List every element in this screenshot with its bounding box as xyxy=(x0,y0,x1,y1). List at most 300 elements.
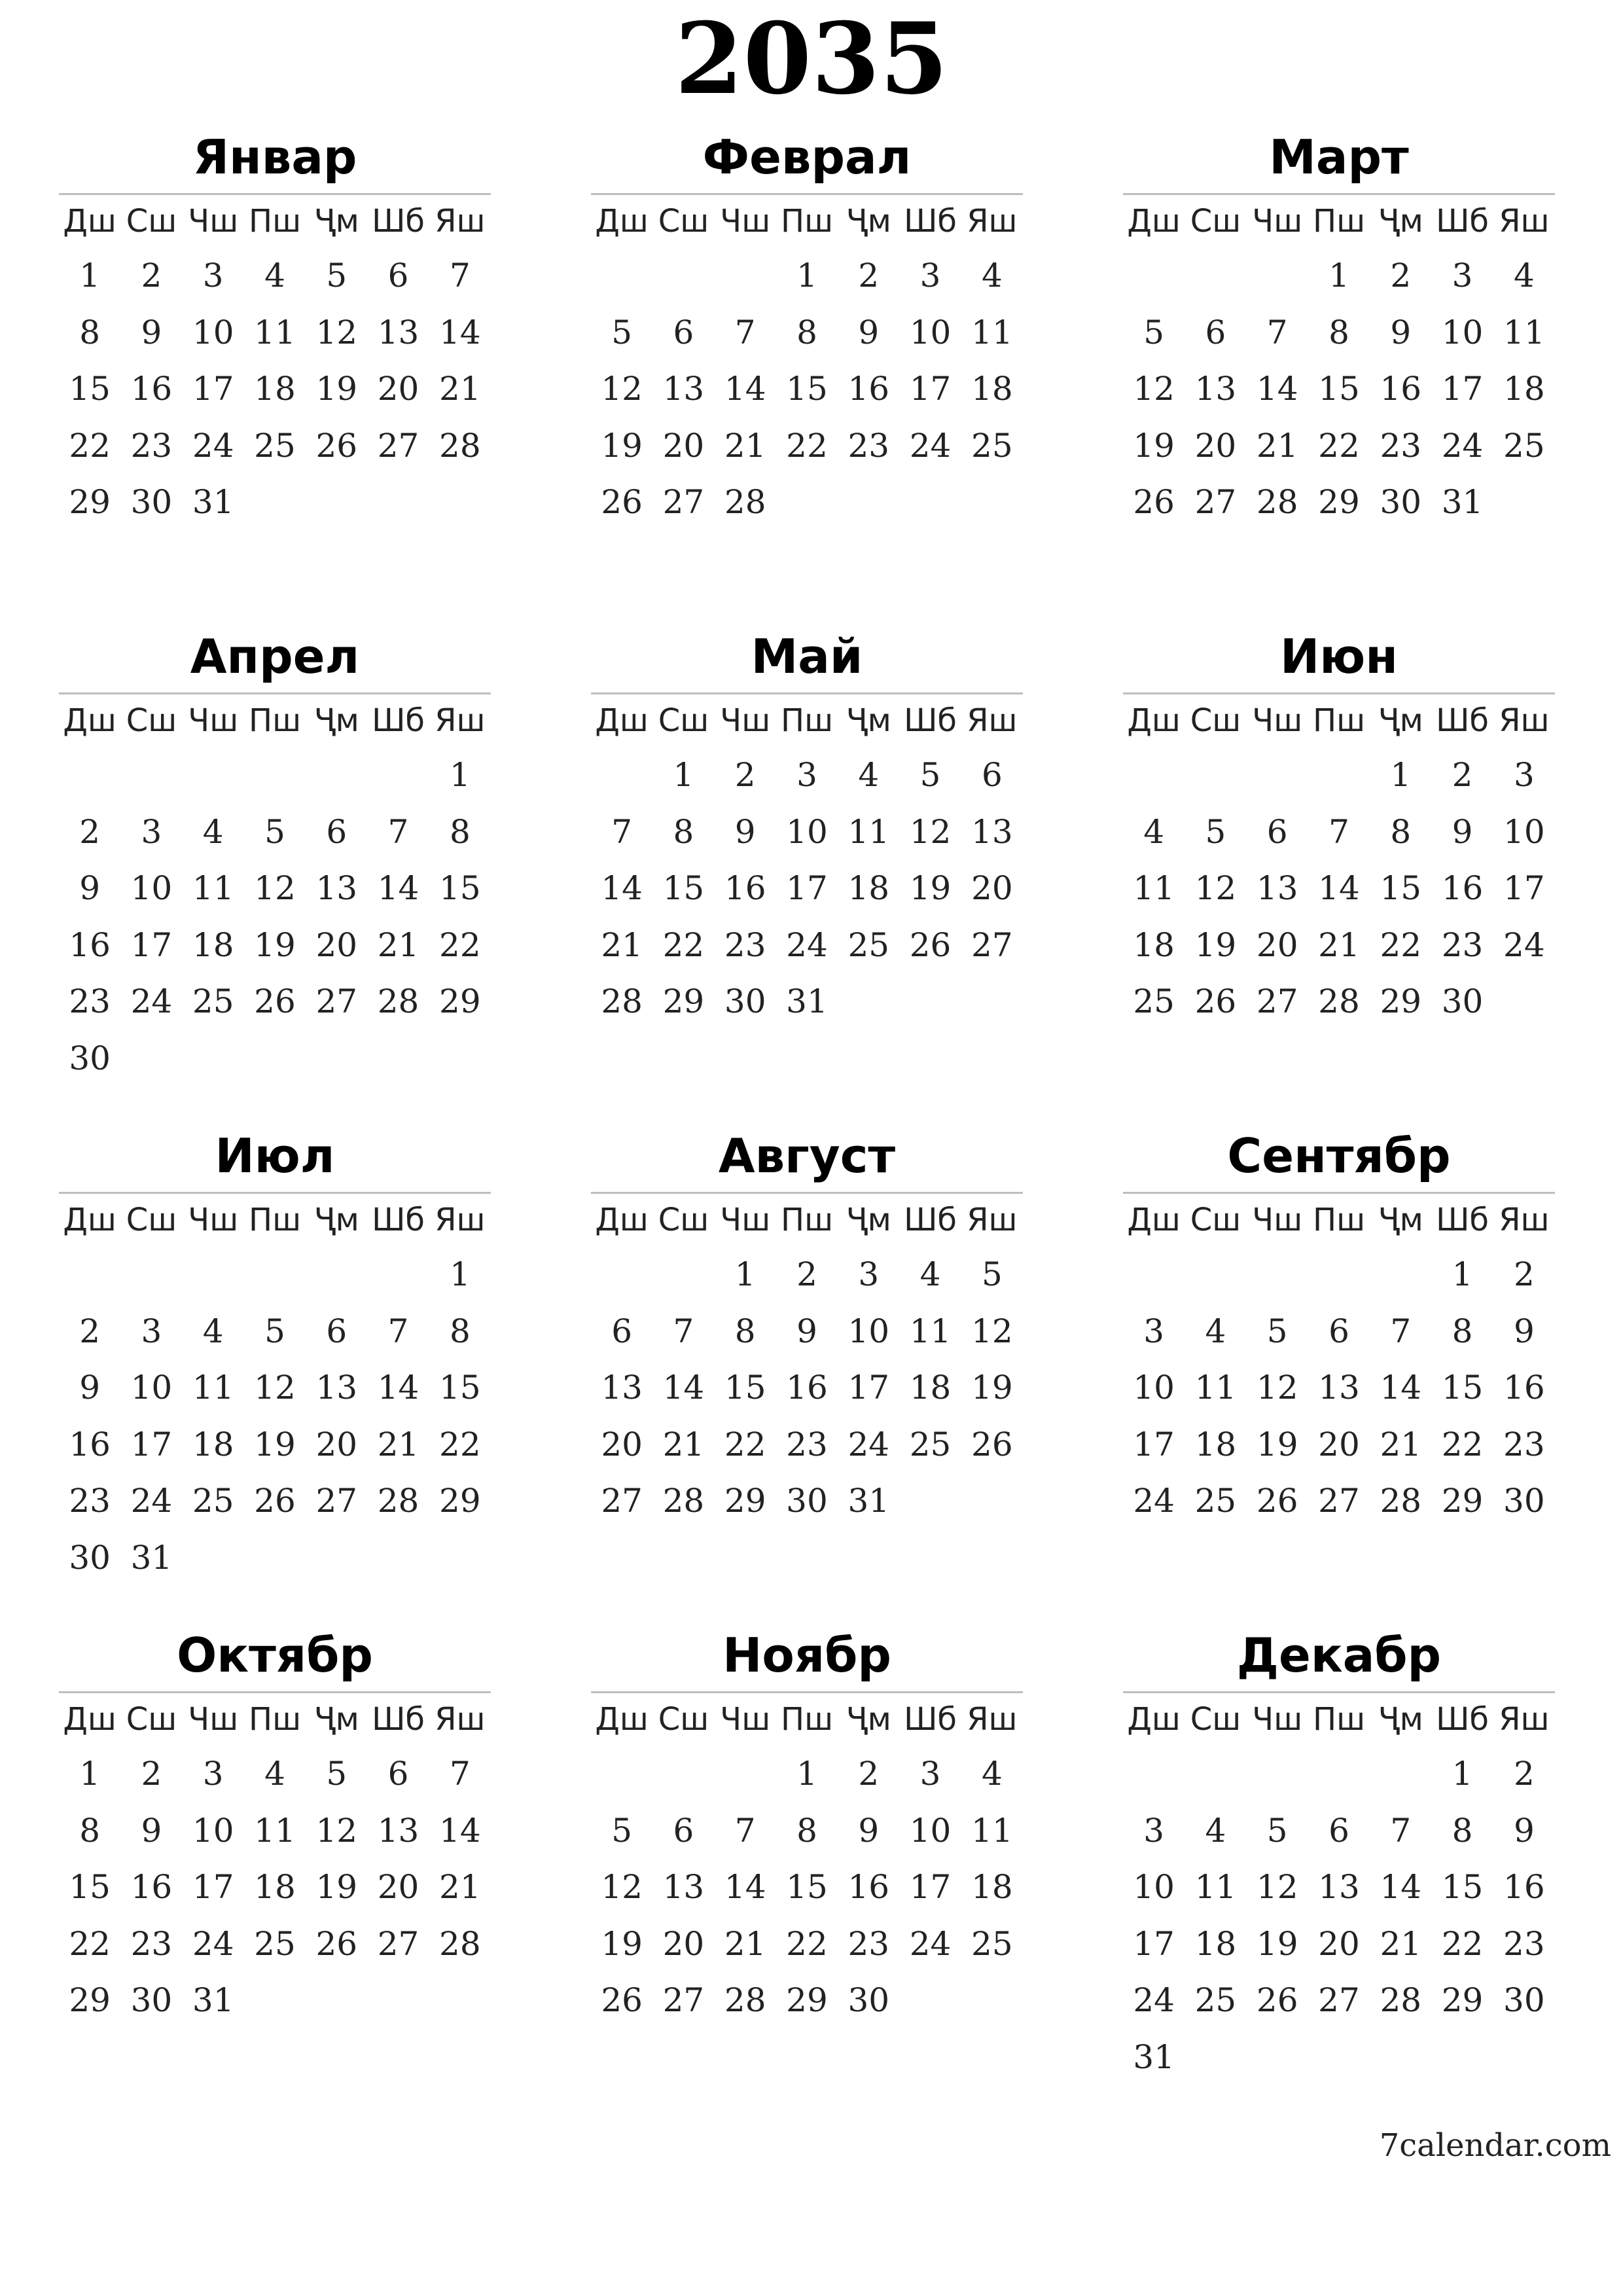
day-cell: 12 xyxy=(971,1312,1013,1350)
empty-cell xyxy=(59,1246,120,1303)
day-cell: 2 xyxy=(858,257,880,295)
day-cell: 24 xyxy=(130,1482,173,1520)
weekday-label: Дш xyxy=(63,203,116,240)
day-cell: 6 xyxy=(1329,1811,1349,1850)
day-cell: 22 xyxy=(1441,1425,1484,1463)
day-cell: 9 xyxy=(796,1312,817,1350)
day-cell: 13 xyxy=(1194,370,1237,408)
day-cell: 23 xyxy=(786,1425,828,1463)
day-cell: 3 xyxy=(1513,756,1535,794)
day-cell: 27 xyxy=(971,925,1013,964)
day-cell: 25 xyxy=(254,1924,296,1963)
day-cell: 7 xyxy=(1390,1811,1412,1850)
weekday-label: Дш xyxy=(595,702,649,739)
month-name: Октябр xyxy=(177,1628,373,1683)
weekday-label: Шб xyxy=(372,203,425,240)
day-cell: 20 xyxy=(1194,426,1237,465)
empty-cell xyxy=(591,1746,652,1803)
day-cell: 30 xyxy=(69,1538,111,1577)
day-cell: 6 xyxy=(673,313,694,351)
weekday-label: Пш xyxy=(780,203,833,240)
day-cell: 5 xyxy=(264,1312,285,1350)
day-cell: 4 xyxy=(1205,1312,1226,1350)
weekday-label: Чш xyxy=(188,203,239,240)
month-block xyxy=(591,1126,1023,1530)
empty-cell xyxy=(1308,1246,1370,1303)
month-block xyxy=(59,128,491,531)
day-cell: 11 xyxy=(909,1312,952,1350)
month-name: Август xyxy=(718,1128,896,1183)
month-name: Декабр xyxy=(1236,1628,1442,1683)
weekday-label: Дш xyxy=(1127,203,1181,240)
day-cell: 21 xyxy=(439,370,481,408)
day-cell: 8 xyxy=(796,313,817,351)
weekday-label: Сш xyxy=(658,1202,709,1238)
day-cell: 11 xyxy=(1194,1868,1237,1906)
day-cell: 28 xyxy=(1256,483,1298,521)
day-cell: 29 xyxy=(1380,982,1422,1020)
day-cell: 10 xyxy=(1133,1868,1175,1906)
day-cell: 19 xyxy=(971,1369,1013,1407)
day-cell: 5 xyxy=(1266,1811,1288,1850)
weekday-label: Яш xyxy=(1499,1202,1550,1238)
day-cell: 7 xyxy=(734,1811,756,1850)
year-title: 2035 xyxy=(675,1,948,117)
day-cell: 13 xyxy=(315,869,358,907)
weekday-label: Яш xyxy=(1499,203,1550,240)
weekday-label: Чш xyxy=(720,702,771,739)
day-cell: 6 xyxy=(326,812,348,851)
day-cell: 9 xyxy=(734,812,756,851)
month-name: Июн xyxy=(1280,629,1398,684)
day-cell: 1 xyxy=(1452,1255,1473,1293)
day-cell: 26 xyxy=(1256,1482,1298,1520)
weekday-label: Яш xyxy=(967,702,1018,739)
weekday-label: Сш xyxy=(126,1202,177,1238)
day-cell: 3 xyxy=(202,1755,224,1793)
day-cell: 18 xyxy=(847,869,890,907)
day-cell: 30 xyxy=(1503,1482,1545,1520)
day-cell: 31 xyxy=(786,982,828,1020)
day-cell: 17 xyxy=(1503,869,1545,907)
day-cell: 15 xyxy=(1380,869,1422,907)
month-name: Май xyxy=(751,629,863,684)
month-grid xyxy=(59,694,491,1086)
day-cell: 11 xyxy=(971,313,1013,351)
day-cell: 27 xyxy=(1318,1981,1360,2019)
day-cell: 4 xyxy=(981,257,1003,295)
day-cell: 19 xyxy=(1133,426,1175,465)
day-cell: 2 xyxy=(141,1755,162,1793)
day-cell: 22 xyxy=(69,426,111,465)
day-cell: 5 xyxy=(981,1255,1003,1293)
day-cell: 26 xyxy=(601,483,643,521)
empty-cell xyxy=(1123,747,1185,804)
day-cell: 19 xyxy=(315,1868,358,1906)
day-cell: 23 xyxy=(847,426,890,465)
month-name: Ноябр xyxy=(722,1628,891,1683)
day-cell: 5 xyxy=(1266,1312,1288,1350)
day-cell: 23 xyxy=(724,925,766,964)
day-cell: 24 xyxy=(192,1924,234,1963)
day-cell: 11 xyxy=(1194,1369,1237,1407)
day-cell: 4 xyxy=(202,812,224,851)
day-cell: 8 xyxy=(1390,812,1412,851)
day-cell: 22 xyxy=(662,925,705,964)
day-cell: 18 xyxy=(1194,1924,1237,1963)
weekday-label: Яш xyxy=(1499,1701,1550,1738)
weekday-label: Дш xyxy=(63,1202,116,1238)
day-cell: 14 xyxy=(1380,1868,1422,1906)
empty-cell xyxy=(59,747,120,804)
day-cell: 10 xyxy=(1503,812,1545,851)
day-cell: 12 xyxy=(601,370,643,408)
day-cell: 28 xyxy=(377,1482,419,1520)
empty-cell xyxy=(1308,1746,1370,1803)
day-cell: 24 xyxy=(847,1425,890,1463)
day-cell: 25 xyxy=(192,1482,234,1520)
day-cell: 3 xyxy=(1143,1312,1165,1350)
day-cell: 10 xyxy=(130,869,173,907)
day-cell: 28 xyxy=(439,426,481,465)
day-cell: 17 xyxy=(1133,1924,1175,1963)
weekday-label: Яш xyxy=(435,702,486,739)
empty-cell xyxy=(1185,1746,1246,1803)
day-cell: 10 xyxy=(192,313,234,351)
day-cell: 28 xyxy=(377,982,419,1020)
day-cell: 18 xyxy=(192,925,234,964)
day-cell: 2 xyxy=(1390,257,1412,295)
site-credit: 7calendar.com xyxy=(1379,2127,1611,2164)
day-cell: 31 xyxy=(1441,483,1484,521)
empty-cell xyxy=(715,247,776,304)
day-cell: 21 xyxy=(377,925,419,964)
weekday-label: Шб xyxy=(1436,702,1489,739)
day-cell: 21 xyxy=(662,1425,705,1463)
weekday-label: Пш xyxy=(780,1701,833,1738)
weekday-label: Пш xyxy=(248,1701,301,1738)
day-cell: 24 xyxy=(1441,426,1484,465)
day-cell: 12 xyxy=(315,1811,358,1850)
day-cell: 6 xyxy=(387,1755,409,1793)
day-cell: 28 xyxy=(724,1981,766,2019)
weekday-label: Шб xyxy=(1436,1701,1489,1738)
day-cell: 1 xyxy=(734,1255,756,1293)
day-cell: 1 xyxy=(449,1255,471,1293)
day-cell: 17 xyxy=(909,370,952,408)
weekday-label: Яш xyxy=(967,1202,1018,1238)
day-cell: 1 xyxy=(79,1755,101,1793)
weekday-label: Ҷм xyxy=(1378,203,1423,240)
day-cell: 27 xyxy=(662,1981,705,2019)
day-cell: 9 xyxy=(858,1811,880,1850)
day-cell: 29 xyxy=(69,1981,111,2019)
day-cell: 31 xyxy=(847,1482,890,1520)
day-cell: 13 xyxy=(1256,869,1298,907)
weekday-label: Чш xyxy=(720,203,771,240)
day-cell: 31 xyxy=(192,483,234,521)
weekday-label: Пш xyxy=(1312,1202,1365,1238)
month-grid xyxy=(1123,1693,1555,2085)
weekday-label: Дш xyxy=(63,702,116,739)
empty-cell xyxy=(1185,247,1246,304)
day-cell: 27 xyxy=(1256,982,1298,1020)
day-cell: 25 xyxy=(1133,982,1175,1020)
day-cell: 11 xyxy=(192,869,234,907)
day-cell: 17 xyxy=(909,1868,952,1906)
month-block xyxy=(1123,627,1555,1030)
day-cell: 18 xyxy=(971,1868,1013,1906)
day-cell: 4 xyxy=(264,1755,285,1793)
weekday-label: Пш xyxy=(248,702,301,739)
day-cell: 12 xyxy=(1194,869,1237,907)
day-cell: 20 xyxy=(662,1924,705,1963)
day-cell: 24 xyxy=(130,982,173,1020)
day-cell: 25 xyxy=(847,925,890,964)
day-cell: 29 xyxy=(786,1981,828,2019)
month-name: Январ xyxy=(192,130,357,185)
day-cell: 24 xyxy=(786,925,828,964)
empty-cell xyxy=(244,1246,306,1303)
day-cell: 5 xyxy=(1205,812,1226,851)
day-cell: 16 xyxy=(847,370,890,408)
day-cell: 5 xyxy=(326,257,348,295)
day-cell: 20 xyxy=(377,1868,419,1906)
day-cell: 7 xyxy=(1329,812,1349,851)
month-block xyxy=(59,1126,491,1586)
day-cell: 26 xyxy=(315,426,358,465)
weekday-label: Сш xyxy=(658,203,709,240)
weekday-label: Шб xyxy=(904,702,957,739)
day-cell: 27 xyxy=(377,426,419,465)
empty-cell xyxy=(1370,1746,1431,1803)
day-cell: 21 xyxy=(377,1425,419,1463)
day-cell: 1 xyxy=(1452,1755,1473,1793)
day-cell: 26 xyxy=(971,1425,1013,1463)
day-cell: 9 xyxy=(141,1811,162,1850)
day-cell: 25 xyxy=(971,1924,1013,1963)
weekday-label: Чш xyxy=(1252,1202,1303,1238)
day-cell: 30 xyxy=(847,1981,890,2019)
day-cell: 28 xyxy=(1380,1482,1422,1520)
day-cell: 21 xyxy=(1256,426,1298,465)
day-cell: 17 xyxy=(130,925,173,964)
day-cell: 24 xyxy=(192,426,234,465)
day-cell: 9 xyxy=(1513,1312,1535,1350)
day-cell: 16 xyxy=(1380,370,1422,408)
day-cell: 16 xyxy=(69,925,111,964)
day-cell: 6 xyxy=(387,257,409,295)
day-cell: 18 xyxy=(971,370,1013,408)
day-cell: 15 xyxy=(724,1369,766,1407)
day-cell: 6 xyxy=(981,756,1003,794)
empty-cell xyxy=(652,1746,714,1803)
day-cell: 30 xyxy=(69,1039,111,1077)
day-cell: 28 xyxy=(1380,1981,1422,2019)
month-block xyxy=(591,1626,1023,2029)
day-cell: 20 xyxy=(315,925,358,964)
empty-cell xyxy=(306,747,367,804)
day-cell: 7 xyxy=(449,257,471,295)
day-cell: 25 xyxy=(1503,426,1545,465)
day-cell: 17 xyxy=(847,1369,890,1407)
weekday-label: Яш xyxy=(967,203,1018,240)
day-cell: 8 xyxy=(796,1811,817,1850)
day-cell: 21 xyxy=(1380,1924,1422,1963)
day-cell: 16 xyxy=(130,1868,173,1906)
weekday-label: Ҷм xyxy=(1378,1701,1423,1738)
day-cell: 22 xyxy=(1441,1924,1484,1963)
month-grid xyxy=(59,1693,491,2029)
day-cell: 21 xyxy=(724,1924,766,1963)
day-cell: 15 xyxy=(1441,1868,1484,1906)
month-block xyxy=(1123,1126,1555,1530)
weekday-label: Ҷм xyxy=(846,702,891,739)
day-cell: 4 xyxy=(858,756,880,794)
day-cell: 22 xyxy=(724,1425,766,1463)
day-cell: 20 xyxy=(1256,925,1298,964)
weekday-label: Сш xyxy=(1190,1202,1241,1238)
empty-cell xyxy=(183,1246,244,1303)
day-cell: 18 xyxy=(192,1425,234,1463)
day-cell: 14 xyxy=(662,1369,705,1407)
day-cell: 26 xyxy=(254,1482,296,1520)
month-grid xyxy=(1123,694,1555,1030)
day-cell: 1 xyxy=(796,257,817,295)
empty-cell xyxy=(1247,747,1308,804)
weekday-label: Ҷм xyxy=(313,203,359,240)
day-cell: 8 xyxy=(1452,1811,1473,1850)
day-cell: 3 xyxy=(858,1255,880,1293)
day-cell: 24 xyxy=(1503,925,1545,964)
weekday-label: Сш xyxy=(126,702,177,739)
day-cell: 2 xyxy=(1452,756,1473,794)
day-cell: 25 xyxy=(909,1425,952,1463)
day-cell: 5 xyxy=(611,313,633,351)
day-cell: 21 xyxy=(601,925,643,964)
day-cell: 8 xyxy=(1452,1312,1473,1350)
month-block xyxy=(59,627,491,1086)
day-cell: 5 xyxy=(326,1755,348,1793)
day-cell: 22 xyxy=(1318,426,1360,465)
empty-cell xyxy=(1370,1246,1431,1303)
weekday-label: Пш xyxy=(1312,702,1365,739)
day-cell: 30 xyxy=(724,982,766,1020)
day-cell: 28 xyxy=(724,483,766,521)
day-cell: 3 xyxy=(796,756,817,794)
day-cell: 18 xyxy=(254,1868,296,1906)
month-grid xyxy=(59,195,491,531)
day-cell: 14 xyxy=(377,869,419,907)
day-cell: 4 xyxy=(264,257,285,295)
empty-cell xyxy=(120,1246,182,1303)
month-name: Сентябр xyxy=(1227,1128,1451,1183)
day-cell: 3 xyxy=(202,257,224,295)
day-cell: 9 xyxy=(141,313,162,351)
empty-cell xyxy=(1123,1246,1185,1303)
empty-cell xyxy=(1247,247,1308,304)
day-cell: 3 xyxy=(141,812,162,851)
day-cell: 29 xyxy=(1318,483,1360,521)
month-grid xyxy=(1123,195,1555,531)
day-cell: 14 xyxy=(1380,1369,1422,1407)
day-cell: 22 xyxy=(439,925,481,964)
weekday-label: Чш xyxy=(188,1202,239,1238)
day-cell: 1 xyxy=(449,756,471,794)
day-cell: 21 xyxy=(439,1868,481,1906)
day-cell: 12 xyxy=(1133,370,1175,408)
month-grid xyxy=(591,195,1023,531)
weekday-label: Дш xyxy=(595,1701,649,1738)
weekday-label: Пш xyxy=(780,702,833,739)
day-cell: 2 xyxy=(141,257,162,295)
day-cell: 2 xyxy=(858,1755,880,1793)
day-cell: 9 xyxy=(1390,313,1412,351)
day-cell: 17 xyxy=(1133,1425,1175,1463)
empty-cell xyxy=(715,1746,776,1803)
weekday-label: Чш xyxy=(720,1202,771,1238)
day-cell: 10 xyxy=(786,812,828,851)
empty-cell xyxy=(652,247,714,304)
weekday-label: Яш xyxy=(1499,702,1550,739)
weekday-label: Шб xyxy=(1436,1202,1489,1238)
day-cell: 15 xyxy=(439,1369,481,1407)
day-cell: 12 xyxy=(254,869,296,907)
day-cell: 12 xyxy=(1256,1868,1298,1906)
day-cell: 16 xyxy=(1503,1369,1545,1407)
day-cell: 27 xyxy=(601,1482,643,1520)
empty-cell xyxy=(244,747,306,804)
day-cell: 25 xyxy=(192,982,234,1020)
day-cell: 13 xyxy=(315,1369,358,1407)
weekday-label: Ҷм xyxy=(313,1701,359,1738)
day-cell: 5 xyxy=(611,1811,633,1850)
day-cell: 14 xyxy=(1256,370,1298,408)
day-cell: 6 xyxy=(1205,313,1226,351)
day-cell: 3 xyxy=(1143,1811,1165,1850)
day-cell: 26 xyxy=(909,925,952,964)
day-cell: 18 xyxy=(1194,1425,1237,1463)
day-cell: 23 xyxy=(847,1924,890,1963)
day-cell: 20 xyxy=(662,426,705,465)
weekday-label: Дш xyxy=(1127,1202,1181,1238)
day-cell: 23 xyxy=(1380,426,1422,465)
day-cell: 12 xyxy=(601,1868,643,1906)
month-name: Июл xyxy=(215,1128,335,1183)
day-cell: 29 xyxy=(439,982,481,1020)
day-cell: 4 xyxy=(1513,257,1535,295)
day-cell: 31 xyxy=(1133,2037,1175,2076)
day-cell: 15 xyxy=(786,370,828,408)
month-grid xyxy=(591,1194,1023,1530)
weekday-label: Чш xyxy=(1252,203,1303,240)
day-cell: 18 xyxy=(1503,370,1545,408)
day-cell: 12 xyxy=(1256,1369,1298,1407)
weekday-label: Дш xyxy=(595,1202,649,1238)
day-cell: 14 xyxy=(439,313,481,351)
weekday-label: Дш xyxy=(1127,702,1181,739)
day-cell: 14 xyxy=(1318,869,1360,907)
empty-cell xyxy=(591,247,652,304)
day-cell: 10 xyxy=(1441,313,1484,351)
day-cell: 30 xyxy=(130,483,173,521)
day-cell: 13 xyxy=(662,1868,705,1906)
day-cell: 8 xyxy=(673,812,694,851)
day-cell: 19 xyxy=(1194,925,1237,964)
day-cell: 7 xyxy=(1266,313,1288,351)
day-cell: 11 xyxy=(192,1369,234,1407)
empty-cell xyxy=(1123,1746,1185,1803)
